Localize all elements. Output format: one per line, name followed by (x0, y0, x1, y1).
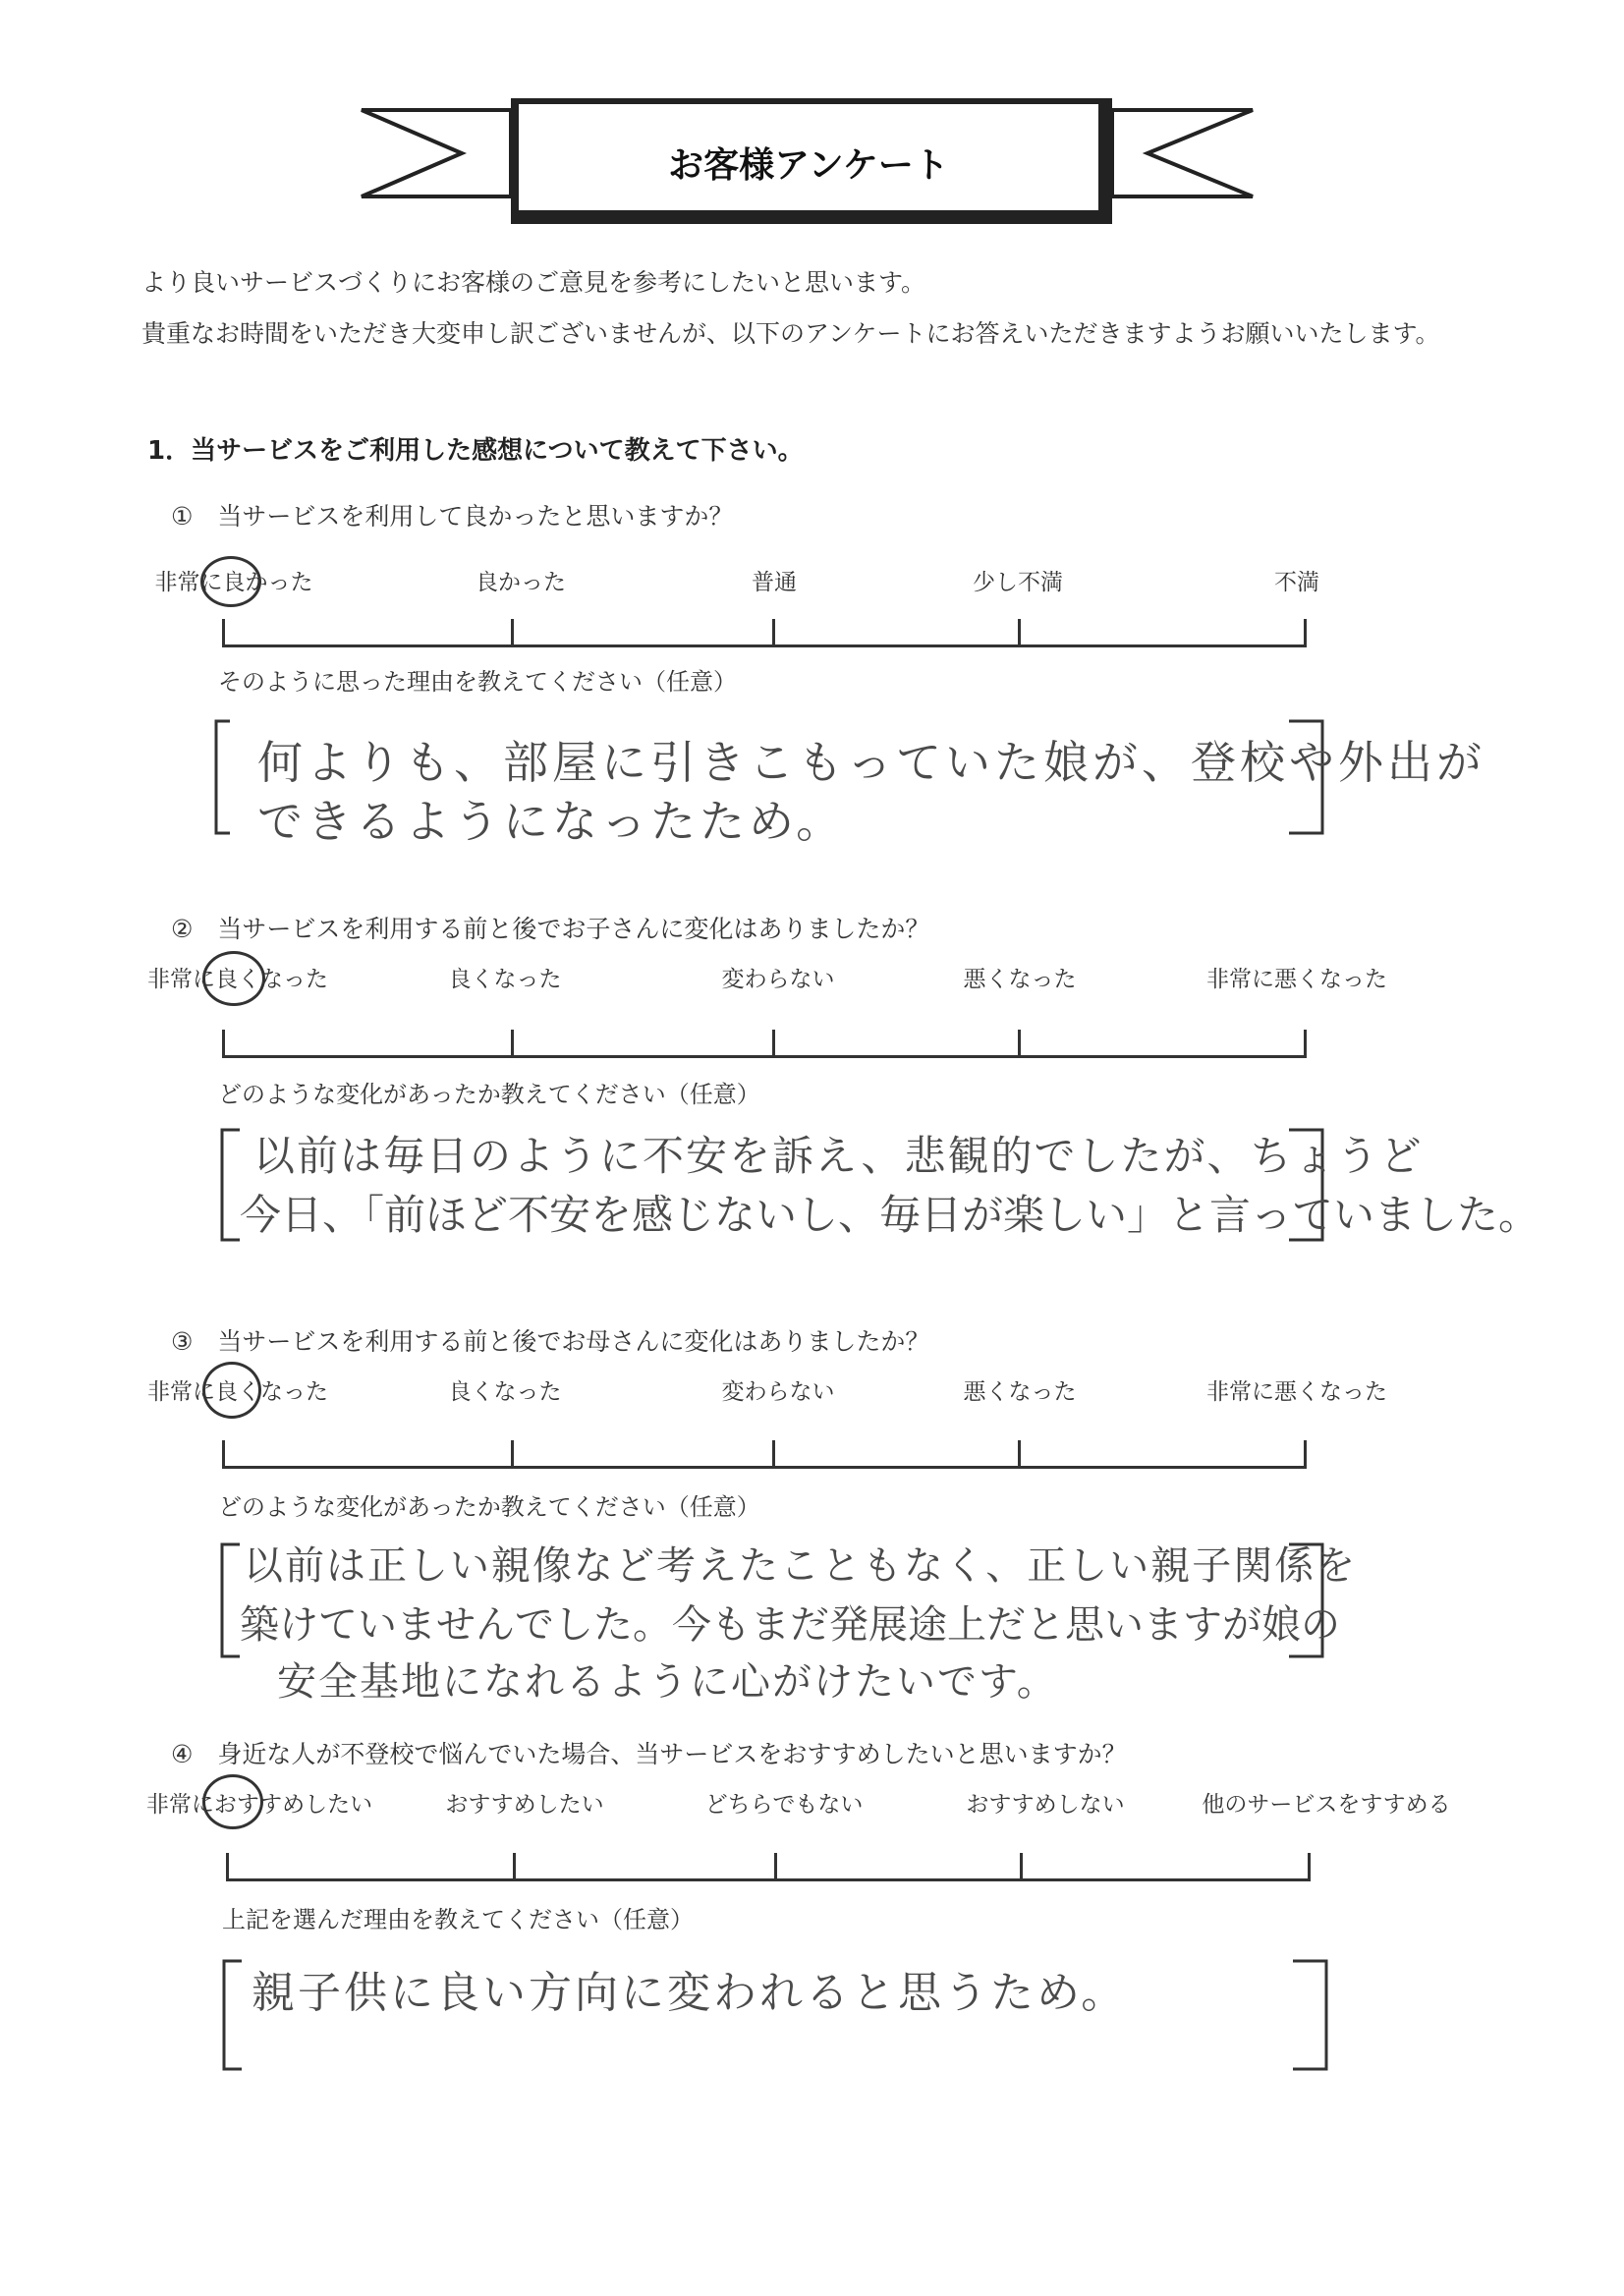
q1-reason-label: そのように思った理由を教えてください（任意） (218, 668, 737, 696)
q3-option-1: 非常に良くなった (147, 1379, 328, 1405)
q4-option-4: おすすめしない (966, 1792, 1125, 1818)
q2-option-1: 非常に良くなった (147, 967, 328, 992)
q2-answer-line-1: 以前は毎日のように不安を訴え、悲観的でしたが、ちょうど (253, 1132, 1424, 1180)
q4-reason-label: 上記を選んだ理由を教えてください（任意） (222, 1906, 694, 1933)
q3-answer-line-3: 安全基地になれるように心がけたいです。 (277, 1659, 1058, 1705)
intro-line-1: より良いサービスづくりにお客様のご意見を参考にしたいと思います。 (141, 268, 926, 297)
question-4-text: ④ 身近な人が不登校で悩んでいた場合、当サービスをおすすめしたいと思いますか？ (171, 1740, 1127, 1768)
intro-line-2: 貴重なお時間をいただき大変申し訳ございませんが、以下のアンケートにお答えいただきますようお願いいたします。 (141, 319, 1440, 348)
q4-option-2: おすすめしたい (445, 1792, 604, 1818)
question-2-text: ② 当サービスを利用する前と後でお子さんに変化はありましたか？ (171, 915, 930, 943)
q2-reason-label: どのような変化があったか教えてください（任意） (218, 1081, 760, 1108)
q4-option-1: 非常におすすめしたい (145, 1792, 373, 1818)
q3-reason-label: どのような変化があったか教えてください（任意） (218, 1493, 760, 1521)
q1-option-3: 普通 (752, 570, 797, 595)
q2-option-2: 良くなった (448, 967, 562, 992)
page-title: お客様アンケート (668, 145, 949, 186)
q1-option-1: 非常に良かった (154, 570, 313, 595)
q3-option-3: 変わらない (721, 1379, 835, 1405)
q1-option-2: 良かった (476, 570, 566, 595)
question-3-text: ③ 当サービスを利用する前と後でお母さんに変化はありましたか？ (171, 1327, 930, 1356)
q3-answer-line-2: 築けていませんでした。今もまだ発展途上だと思いますが娘の (240, 1602, 1340, 1648)
q2-option-5: 非常に悪くなった (1206, 967, 1387, 992)
q1-answer-line-2: できるようになったため。 (257, 795, 846, 848)
q4-option-3: どちらでもない (704, 1792, 864, 1818)
q2-answer-line-2: 今日、「前ほど不安を感じないし、毎日が楽しい」と言っていました。 (240, 1191, 1540, 1239)
q2-option-3: 変わらない (721, 967, 835, 992)
question-1-text: ① 当サービスを利用して良かったと思いますか？ (171, 502, 734, 531)
q3-answer-line-1: 以前は正しい親像など考えたこともなく、正しい親子関係を (244, 1543, 1358, 1589)
q3-option-4: 悪くなった (963, 1379, 1077, 1405)
q4-answer-line-1: 親子供に良い方向に変われると思うため。 (252, 1968, 1128, 2018)
q3-option-2: 良くなった (448, 1379, 562, 1405)
q4-option-5: 他のサービスをすすめる (1202, 1792, 1451, 1818)
q1-option-5: 不満 (1274, 570, 1319, 595)
q3-option-5: 非常に悪くなった (1206, 1379, 1387, 1405)
section-title: 1．当サービスをご利用した感想について教えて下さい。 (147, 436, 804, 466)
q1-option-4: 少し不満 (973, 570, 1063, 595)
q2-option-4: 悪くなった (963, 967, 1077, 992)
q1-answer-line-1: 何よりも、部屋に引きこもっていた娘が、登校や外出が (257, 736, 1485, 789)
